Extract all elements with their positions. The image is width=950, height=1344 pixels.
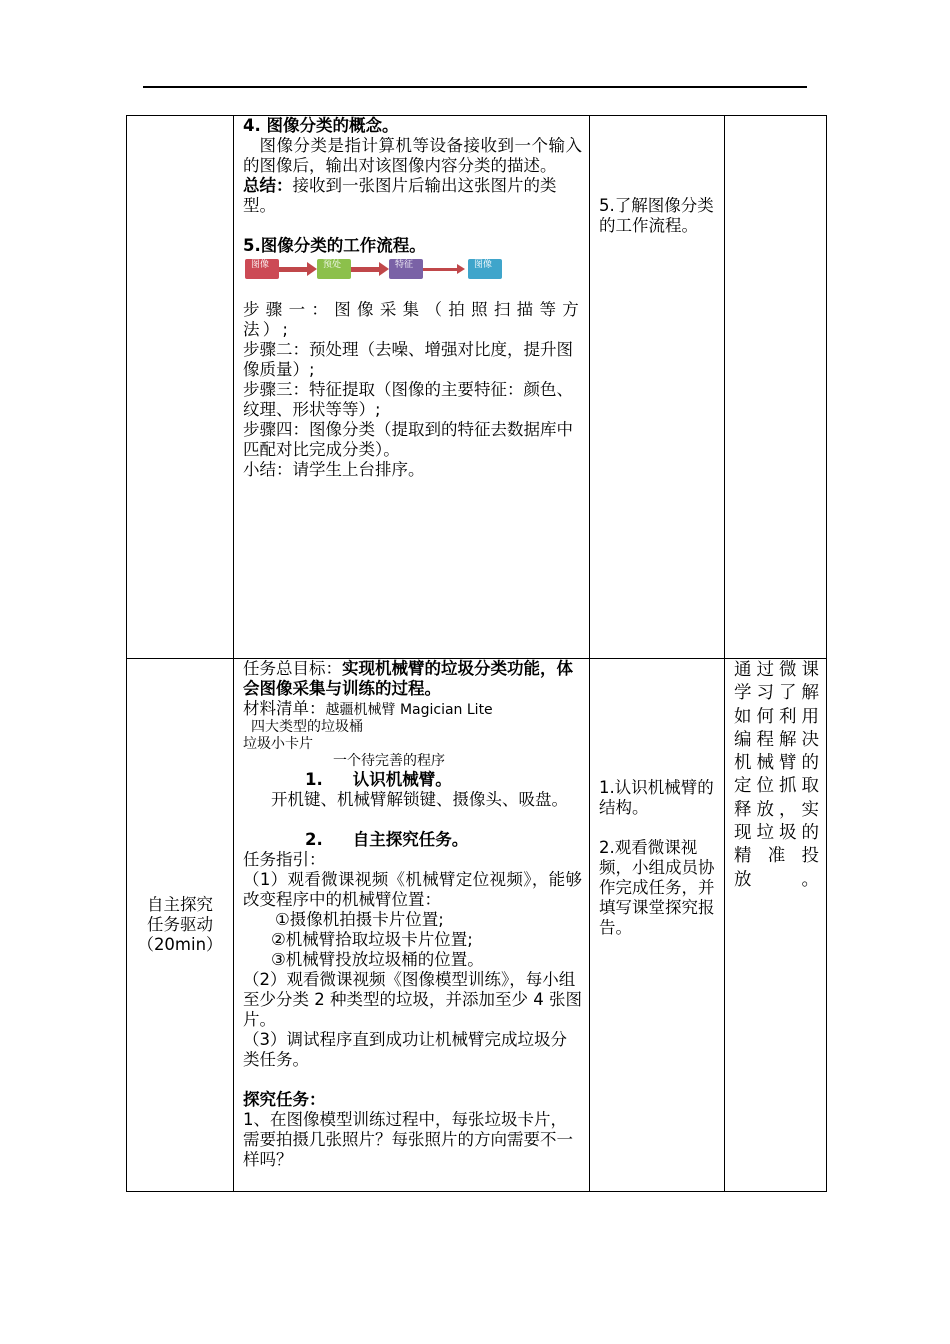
table-row [127, 116, 827, 659]
step3: 步骤三：特征提取（图像的主要特征：颜色、纹理、形状等等）; [243, 380, 573, 419]
row2-intent: 通过微课学习了解如何利用编程解决机械臂的定位抓取释放，实现垃圾的精准投放。 [734, 660, 819, 890]
material-2: 四大类型的垃圾桶 [251, 719, 363, 735]
row1-intent-cell [725, 116, 827, 659]
heading-1-text: 认识机械臂。 [352, 770, 452, 789]
row1-content-cell [234, 116, 590, 659]
heading-2 [243, 830, 582, 850]
guide-1: （1）观看微课视频《机械臂定位视频》，能够改变程序中的机械臂位置： [243, 870, 582, 909]
heading-2-num: 2. [305, 830, 323, 849]
lesson-plan-table [126, 115, 827, 1192]
explore-1: 1、在图像模型训练过程中，每张垃圾卡片，需要拍摄几张照片？每张照片的方向需要不一样吗？ [243, 1110, 573, 1169]
goal-label: 任务总目标： [243, 659, 342, 678]
flow-arrow-icon [351, 259, 389, 279]
stage-line2: 任务驱动 [147, 915, 213, 934]
stage-line1: 自主探究 [147, 895, 213, 914]
material-1: 越疆机械臂 Magician Lite [325, 702, 493, 718]
section5-title: 5.图像分类的工作流程。 [243, 236, 426, 255]
row1-objective-cell [590, 116, 725, 659]
goal-text: 实现机械臂的垃圾分类功能，体会图像采集与训练的过程。 [243, 659, 573, 698]
row2-content-cell [234, 659, 590, 1192]
stage-duration: （20min） [137, 935, 223, 954]
row2-objective-cell [590, 659, 725, 1192]
heading-2-text: 自主探究任务。 [352, 830, 469, 849]
guide-1a: ①摄像机拍摄卡片位置; [275, 910, 444, 929]
material-3: 垃圾小卡片 [243, 736, 313, 752]
summary-label: 总结： [243, 176, 293, 195]
explore-label: 探究任务： [243, 1090, 326, 1109]
heading-1-num: 1. [305, 770, 323, 789]
heading-1-desc: 开机键、机械臂解锁键、摄像头、吸盘。 [271, 790, 568, 809]
materials-label: 材料清单： [243, 699, 326, 718]
heading-1 [243, 770, 582, 790]
flow-box-feature: 特征 [389, 259, 423, 279]
row1-stage-cell [127, 116, 234, 659]
table-row [127, 659, 827, 1192]
guide-3: （3）调试程序直到成功让机械臂完成垃圾分类任务。 [243, 1030, 567, 1069]
flow-arrow-icon [423, 259, 468, 279]
guide-1c: ③机械臂投放垃圾桶的位置。 [271, 950, 484, 969]
guide-2: （2）观看微课视频《图像模型训练》，每小组至少分类 2 种类型的垃圾，并添加至少 4 张图片。 [243, 970, 582, 1029]
flow-arrow-icon [279, 259, 317, 279]
summary-paragraph [243, 176, 582, 216]
step4: 步骤四：图像分类（提取到的特征去数据库中匹配对比完成分类）。 [243, 420, 573, 459]
flow-box-classify: 图像 [468, 259, 502, 279]
row2-stage-cell [127, 659, 234, 1192]
materials-line [243, 699, 582, 719]
guide-1b: ②机械臂拾取垃圾卡片位置; [271, 930, 473, 949]
step2: 步骤二：预处理（去噪、增强对比度，提升图像质量）; [243, 340, 573, 379]
row2-objective-2: 2.观看微课视频，小组成员协作完成任务，并填写课堂探究报告。 [599, 838, 715, 937]
flow-box-acquire: 图像 [245, 259, 279, 279]
conclusion: 小结：请学生上台排序。 [243, 460, 425, 479]
guide-label: 任务指引： [243, 850, 326, 869]
summary-text: 接收到一张图片后输出这张图片的类型。 [243, 176, 557, 215]
stage-label [127, 895, 233, 955]
header-rule [143, 86, 807, 88]
material-4: 一个待完善的程序 [333, 753, 445, 769]
row2-intent-cell [725, 659, 827, 1192]
section4-desc: 图像分类是指计算机等设备接收到一个输入的图像后，输出对该图像内容分类的描述。 [243, 136, 582, 175]
section4-title: 4. 图像分类的概念。 [243, 116, 399, 135]
task-goal [243, 659, 582, 699]
flow-box-preprocess: 预处 [317, 259, 351, 279]
step1: 步骤一：图像采集（拍照扫描等方法）; [243, 300, 582, 339]
row1-objective: 5.了解图像分类的工作流程。 [599, 196, 714, 235]
workflow-diagram [245, 258, 582, 280]
row2-objective-1: 1.认识机械臂的结构。 [599, 778, 714, 817]
